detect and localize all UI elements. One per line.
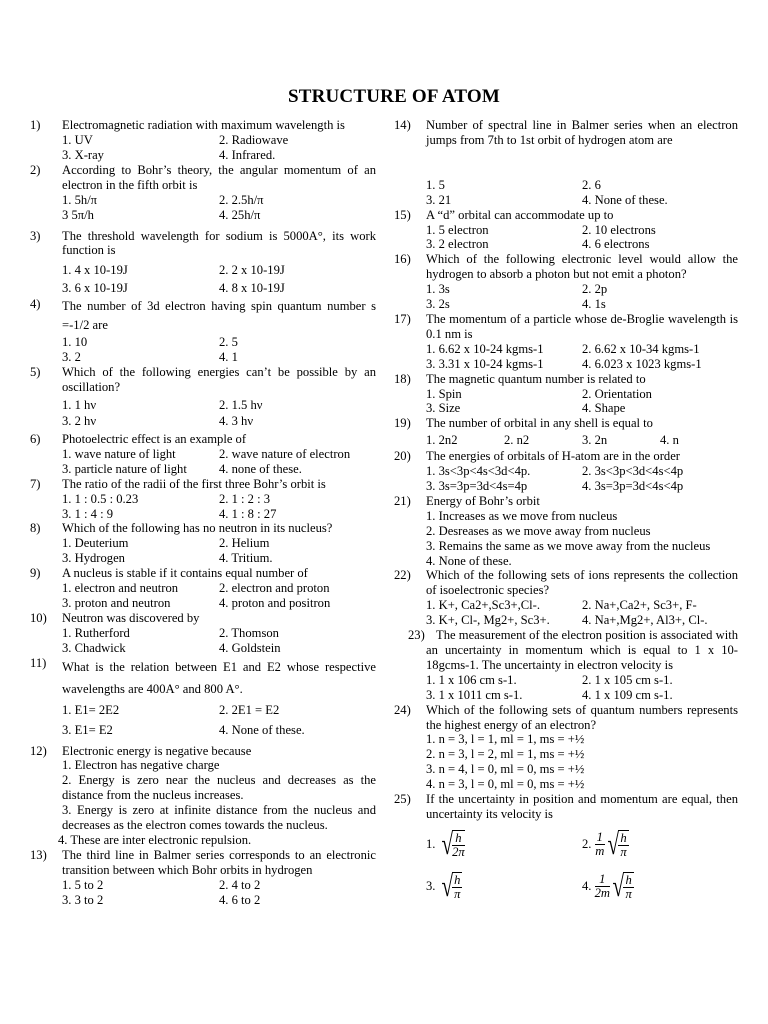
answer-item: 3. n = 4, l = 0, ml = 0, ms = +½ <box>426 762 585 777</box>
question-23 <box>394 628 738 703</box>
option: 3. 1 x 1011 cm s-1. <box>426 687 523 702</box>
question-number: 2) <box>30 162 41 177</box>
question-3 <box>30 229 376 298</box>
option: 1. UV <box>62 132 93 147</box>
options <box>62 133 376 163</box>
options <box>426 431 738 449</box>
question-4 <box>30 297 376 365</box>
options <box>426 223 738 253</box>
question-number: 19) <box>394 416 411 431</box>
options <box>62 581 376 611</box>
option: 4. 6 electrons <box>582 237 650 252</box>
option: 4. Tritium. <box>219 551 273 566</box>
question-text: If the uncertainty in position and momentum are equal, then uncertainty its velocity is <box>426 792 738 821</box>
question-number: 17) <box>394 311 411 326</box>
answer-item: 1. n = 3, l = 1, ml = 1, ms = +½ <box>426 732 585 747</box>
option: 1. 5 <box>426 177 445 192</box>
options <box>426 464 738 494</box>
question-number: 4) <box>30 297 41 312</box>
option: 3. 2 <box>62 350 81 365</box>
option: 4. Na+,Mg2+, Al3+, Cl-. <box>582 613 708 628</box>
question-text: Which of the following electronic level would allow the hydrogen to absorb a photon but not emit a photon? <box>426 252 738 282</box>
question-text: A “d” orbital can accommodate up to <box>426 207 614 222</box>
answer-item: 1. Increases as we move from nucleus <box>426 508 618 523</box>
option: 2. 10 electrons <box>582 222 656 237</box>
option: 2. 2 x 10-19J <box>219 263 285 278</box>
question-number: 12) <box>30 743 47 758</box>
question-2 <box>30 163 376 224</box>
one-over-2m: $\frac{1}{2m}$ <box>594 872 611 901</box>
option: 4. 6.023 x 1023 kgms-1 <box>582 356 702 371</box>
option-2 <box>582 824 738 866</box>
option: 4. None of these. <box>219 722 305 737</box>
options <box>62 335 376 365</box>
question-number: 25) <box>394 792 411 807</box>
options <box>426 673 738 703</box>
option: 3 5π/h <box>62 208 94 223</box>
question-text: The number of 3d electron having spin quantum number s =-1/2 are <box>62 299 376 333</box>
option: 1. E1= 2E2 <box>62 702 120 717</box>
option-4 <box>582 866 738 908</box>
question-number: 14) <box>394 118 411 132</box>
option: 1. 2n2 <box>426 433 458 448</box>
question-number: 20) <box>394 449 411 464</box>
options <box>426 387 738 417</box>
question-text: Photoelectric effect is an example of <box>62 431 247 446</box>
question-text: The number of orbital in any shell is equal to <box>426 416 653 431</box>
option: 4. 8 x 10-19J <box>219 281 285 296</box>
question-number: 5) <box>30 365 41 380</box>
question-16 <box>394 252 738 312</box>
option: 1. 5 to 2 <box>62 877 104 892</box>
option: 2. 2.5h/π <box>219 192 264 207</box>
question-25 <box>394 792 738 908</box>
question-text: A nucleus is stable if it contains equal number of <box>62 566 308 581</box>
option: 1. K+, Ca2+,Sc3+,Cl-. <box>426 598 541 613</box>
option: 2. n2 <box>504 433 530 448</box>
question-text: Which of the following sets of quantum numbers represents the highest energy of an electron? <box>426 702 738 732</box>
option-number: 1. <box>426 837 436 852</box>
option: 4. 1s <box>582 297 606 312</box>
question-22 <box>394 568 738 628</box>
option: 2. Na+,Ca2+, Sc3+, F- <box>582 598 697 613</box>
options <box>62 536 376 566</box>
option: 4. none of these. <box>219 461 302 476</box>
option: 4. 6 to 2 <box>219 892 261 907</box>
option: 3. 2s <box>426 297 450 312</box>
question-text: The energies of orbitals of H-atom are in the order <box>426 449 680 464</box>
question-number: 18) <box>394 371 411 386</box>
options <box>62 193 376 224</box>
answer-item: 1. Electron has negative charge <box>62 758 220 773</box>
question-13 <box>30 848 376 908</box>
question-text: Energy of Bohr’s orbit <box>426 493 540 508</box>
option: 4. Goldstein <box>219 640 281 655</box>
options <box>62 447 376 477</box>
question-number: 8) <box>30 521 41 536</box>
question-number: 10) <box>30 610 47 625</box>
question-14 <box>394 118 738 208</box>
options <box>62 626 376 656</box>
option: 2. 2p <box>582 282 608 297</box>
option: 3. 2 hν <box>62 413 97 428</box>
question-text: Number of spectral line in Balmer series when an electron jumps from 7th to 1st orbit of hydrogen atom are <box>426 118 738 147</box>
option-number: 2. <box>582 837 592 852</box>
option-1 <box>426 824 582 866</box>
question-number: 22) <box>394 568 411 583</box>
question-15 <box>394 208 738 253</box>
question-number: 1) <box>30 118 41 132</box>
option: 4. 1 <box>219 350 238 365</box>
question-17 <box>394 312 738 372</box>
question-number: 24) <box>394 702 411 717</box>
question-7 <box>30 477 376 522</box>
option: 1. 6.62 x 10-24 kgms-1 <box>426 341 544 356</box>
options <box>62 492 376 522</box>
option: 1. Deuterium <box>62 536 129 551</box>
option: 2. Radiowave <box>219 132 289 147</box>
option: 2. 2E1 = E2 <box>219 702 280 717</box>
option: 2. wave nature of electron <box>219 446 351 461</box>
right-column <box>394 118 738 908</box>
question-21 <box>394 494 738 569</box>
question-text: The magnetic quantum number is related to <box>426 371 646 386</box>
option: 3. Size <box>426 401 461 416</box>
option: 3. 6 x 10-19J <box>62 281 128 296</box>
option: 1. 1 x 106 cm s-1. <box>426 672 517 687</box>
question-text: Electronic energy is negative because <box>62 743 252 758</box>
options <box>62 878 376 908</box>
question-text: The threshold wavelength for sodium is 5000A°, its work function is <box>62 228 376 258</box>
question-text: Which of the following energies can’t be possible by an oscillation? <box>62 365 376 395</box>
answer-item: 2. Desreases as we move away from nucleus <box>426 523 651 538</box>
option: 3. X-ray <box>62 147 104 162</box>
option: 1. wave nature of light <box>62 446 176 461</box>
page-title: STRUCTURE OF ATOM <box>287 86 501 107</box>
quantum-number-list <box>426 732 738 792</box>
option: 4. Shape <box>582 401 626 416</box>
question-text: Electromagnetic radiation with maximum wavelength is <box>62 118 345 132</box>
option: 2. 5 <box>219 335 238 350</box>
option: 1. 3s <box>426 282 450 297</box>
options <box>426 282 738 312</box>
option: 2. 1.5 hν <box>219 397 263 412</box>
option: 1. electron and neutron <box>62 581 179 596</box>
option: 4. Infrared. <box>219 147 276 162</box>
question-text: The third line in Balmer series corresponds to an electronic transition between which Bohr orbits in hydrogen <box>62 847 376 877</box>
option: 2. Orientation <box>582 386 652 401</box>
question-18 <box>394 372 738 417</box>
question-20 <box>394 449 738 494</box>
option: 3. 2 electron <box>426 237 489 252</box>
question-text: The measurement of the electron position is associated with an uncertainty in momentum which is equal to 1 x 10-18gcms-1. The uncertainty in electron velocity is <box>426 628 738 672</box>
answer-item: 3. Energy is zero at infinite distance from the nucleus and decreases as the electron comes towards the nucleus. <box>62 803 376 833</box>
question-10 <box>30 611 376 656</box>
question-text: Which of the following has no neutron in its nucleus? <box>62 521 333 536</box>
options <box>426 824 738 908</box>
question-text: The ratio of the radii of the first three Bohr’s orbit is <box>62 476 326 491</box>
question-9 <box>30 566 376 611</box>
question-number: 9) <box>30 566 41 581</box>
question-number: 6) <box>30 431 41 446</box>
option: 2. 1 : 2 : 3 <box>219 491 271 506</box>
option: 4. proton and positron <box>219 595 331 610</box>
sqrt-h-over-2pi: √ $\frac{h}{2\pi}$ <box>441 827 465 861</box>
question-text: Neutron was discovered by <box>62 610 200 625</box>
question-8 <box>30 521 376 566</box>
question-number: 7) <box>30 476 41 491</box>
option: 2. 3s<3p<3d<4s<4p <box>582 464 684 479</box>
option: 4. 25h/π <box>219 208 261 223</box>
question-number: 13) <box>30 847 47 862</box>
option: 2. Helium <box>219 536 270 551</box>
question-11 <box>30 656 376 740</box>
sqrt-h-over-pi: √ $\frac{h}{\pi}$ <box>441 869 461 903</box>
option: 2. electron and proton <box>219 581 330 596</box>
option: 4. 3s=3p=3d<4s<4p <box>582 479 684 494</box>
answer-item: 2. n = 3, l = 2, ml = 1, ms = +½ <box>426 747 585 762</box>
answer-item: 2. Energy is zero near the nucleus and decreases as the distance from the nucleus increases. <box>62 773 376 803</box>
sqrt-h-over-pi: √ $\frac{h}{\pi}$ <box>607 827 627 861</box>
option-number: 3. <box>426 879 436 894</box>
option: 4. 3 hν <box>219 413 254 428</box>
option: 1. 1 hν <box>62 397 97 412</box>
question-24 <box>394 703 738 792</box>
sqrt-h-over-pi: √ $\frac{h}{\pi}$ <box>612 869 632 903</box>
option: 3. Chadwick <box>62 640 126 655</box>
option: 3. 1 : 4 : 9 <box>62 506 114 521</box>
option: 3. particle nature of light <box>62 461 187 476</box>
option: 2. 6.62 x 10-34 kgms-1 <box>582 341 700 356</box>
option: 3. 3.31 x 10-24 kgms-1 <box>426 356 544 371</box>
option: 3. 3s=3p=3d<4s=4p <box>426 479 528 494</box>
question-6 <box>30 432 376 477</box>
question-5 <box>30 365 376 429</box>
option: 4. n <box>660 433 679 448</box>
question-text: According to Bohr’s theory, the angular momentum of an electron in the fifth orbit is <box>62 162 376 192</box>
answer-item: 4. n = 3, l = 0, ml = 0, ms = +½ <box>426 777 585 792</box>
option: 4. 1 : 8 : 27 <box>219 506 277 521</box>
option-number: 4. <box>582 879 592 894</box>
option: 4. None of these. <box>582 192 668 207</box>
answer-item: 4. These are inter electronic repulsion. <box>58 833 252 847</box>
option: 3. 2n <box>582 433 608 448</box>
option: 3. K+, Cl-, Mg2+, Sc3+. <box>426 613 550 628</box>
option: 3. Hydrogen <box>62 551 125 566</box>
question-19 <box>394 416 738 449</box>
option: 1. 3s<3p<4s<3d<4p. <box>426 464 531 479</box>
question-text: What is the relation between E1 and E2 whose respective wavelengths are 400A° and 800 A°. <box>62 659 376 696</box>
option: 1. 4 x 10-19J <box>62 263 128 278</box>
option: 1. Spin <box>426 386 462 401</box>
question-number: 21) <box>394 493 411 508</box>
question-number: 11) <box>30 655 47 670</box>
option: 4. 1 x 109 cm s-1. <box>582 687 673 702</box>
question-number: 23) <box>408 628 425 643</box>
option: 3. 21 <box>426 192 452 207</box>
option: 1. 10 <box>62 335 88 350</box>
question-text: Which of the following sets of ions represents the collection of isoelectronic species? <box>426 568 738 598</box>
left-column <box>30 118 376 908</box>
question-number: 3) <box>30 228 41 243</box>
option: 2. 6 <box>582 177 601 192</box>
question-number: 15) <box>394 207 411 222</box>
option: 2. 1 x 105 cm s-1. <box>582 672 673 687</box>
options <box>426 342 738 372</box>
option: 2. 4 to 2 <box>219 877 261 892</box>
option-3 <box>426 866 582 908</box>
option: 3. E1= E2 <box>62 722 113 737</box>
options <box>62 397 376 429</box>
question-12 <box>30 744 376 848</box>
option: 1. 5 electron <box>426 222 489 237</box>
question-number: 16) <box>394 252 411 267</box>
option: 3. proton and neutron <box>62 595 171 610</box>
question-1 <box>30 118 376 163</box>
answer-item: 3. Remains the same as we move away from the nucleus <box>426 538 711 553</box>
answer-item: 4. None of these. <box>426 553 512 568</box>
option: 1. Rutherford <box>62 625 130 640</box>
options <box>62 261 376 297</box>
options <box>426 598 738 628</box>
question-text: The momentum of a particle whose de-Broglie wavelength is 0.1 nm is <box>426 311 738 341</box>
option: 2. Thomson <box>219 625 279 640</box>
option: 1. 1 : 0.5 : 0.23 <box>62 491 139 506</box>
option: 1. 5h/π <box>62 192 98 207</box>
options <box>62 700 376 740</box>
option: 3. 3 to 2 <box>62 892 104 907</box>
one-over-m: $\frac{1}{m}$ <box>595 830 605 859</box>
options <box>426 178 738 208</box>
